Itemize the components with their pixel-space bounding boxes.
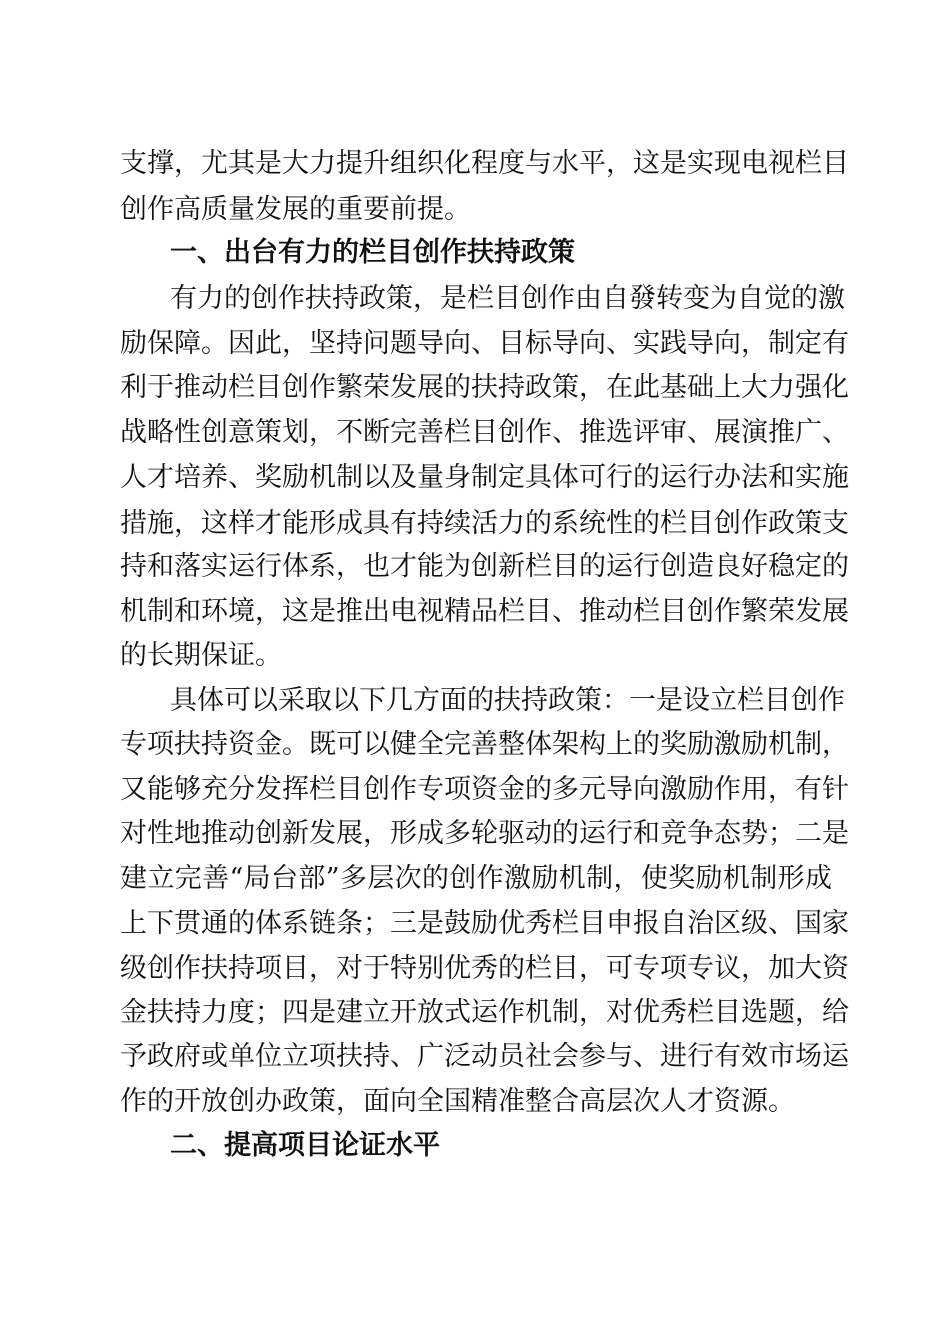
para1-line-2: 励保障。因此，坚持问题导向、目标导向、实践导向，制定有: [120, 328, 849, 359]
para1-line-4: 战略性创意策划，不断完善栏目创作、推选评审、展演推广、: [120, 417, 849, 448]
para2-line-3: 又能够充分发挥栏目创作专项资金的多元导向激励作用，有针: [120, 774, 849, 805]
para2-line-10: 作的开放创办政策，面向全国精准整合高层次人才资源。: [120, 1086, 795, 1117]
para2-line-5: 建立完善“局台部”多层次的创作激励机制，使奖励机制形成: [120, 863, 832, 894]
section-heading-1: 一、出台有力的栏目创作扶持政策: [170, 237, 575, 268]
para2-line-9: 予政府或单位立项扶持、广泛动员社会参与、进行有效市场运: [120, 1041, 849, 1072]
para1-line-9: 的长期保证。: [120, 640, 282, 671]
para1-line-7: 持和落实运行体系，也才能为创新栏目的运行创造良好稳定的: [120, 551, 849, 582]
intro-line-2: 创作高质量发展的重要前提。: [120, 194, 471, 225]
section-heading-2: 二、提高项目论证水平: [170, 1130, 440, 1161]
para2-line-6: 上下贯通的体系链条；三是鼓励优秀栏目申报自治区级、国家: [120, 908, 849, 939]
para2-line-1: 具体可以采取以下几方面的扶持政策：一是设立栏目创作: [170, 685, 845, 716]
para2-line-2: 专项扶持资金。既可以健全完善整体架构上的奖励激励机制，: [120, 729, 849, 760]
para1-line-3: 利于推动栏目创作繁荣发展的扶持政策，在此基础上大力强化: [120, 372, 849, 403]
para1-line-8: 机制和环境，这是推出电视精品栏目、推动栏目创作繁荣发展: [120, 596, 849, 627]
para2-line-8: 金扶持力度；四是建立开放式运作机制，对优秀栏目选题，给: [120, 997, 849, 1028]
para1-line-5: 人才培养、奖励机制以及量身制定具体可行的运行办法和实施: [120, 462, 849, 493]
para2-line-4: 对性地推动创新发展，形成多轮驱动的运行和竞争态势；二是: [120, 818, 849, 849]
intro-line-1: 支撑，尤其是大力提升组织化程度与水平，这是实现电视栏目: [120, 148, 849, 179]
para1-line-6: 措施，这样才能形成具有持续活力的系统性的栏目创作政策支: [120, 508, 849, 539]
para1-line-1: 有力的创作扶持政策，是栏目创作由自發转变为自觉的激: [170, 283, 845, 314]
para2-line-7: 级创作扶持项目，对于特别优秀的栏目，可专项专议，加大资: [120, 953, 849, 984]
